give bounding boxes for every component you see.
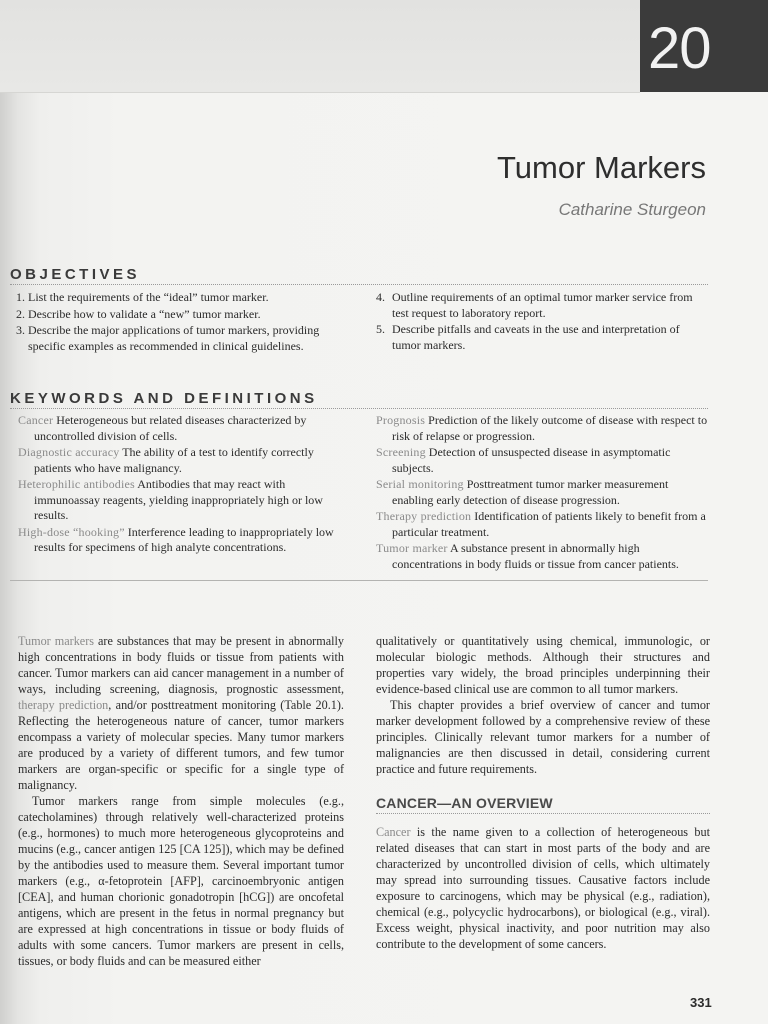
objective-item: [16, 290, 341, 306]
keyword-definition: A substance present in abnormally high concentrations in body fluids or tissue from cancer patients.: [392, 541, 679, 571]
chapter-author: Catharine Sturgeon: [558, 200, 706, 219]
body-paragraph: [18, 633, 344, 793]
objective-text: Describe how to validate a “new” tumor marker.: [28, 306, 261, 321]
keyword-entry: [376, 509, 710, 540]
keyword-definition: Detection of unsuspected disease in asymptomatic subjects.: [392, 445, 671, 475]
keyword-entry: [376, 413, 710, 444]
body-paragraph: qualitatively or quantitatively using chemical, immunologic, or molecular biologic methods. Although their structures and properties vary widely, the broad principles underpinning their evidence-based clinical use are common to all tumor markers.: [376, 634, 710, 696]
objective-number: 1.: [16, 290, 25, 304]
objectives-heading: OBJECTIVES: [10, 266, 141, 283]
objectives-divider: [10, 284, 708, 285]
highlighted-term: Tumor markers: [18, 634, 94, 648]
paragraph-text: are substances that may be present in abnormally high concentrations in body fluids or tissue from patients with cancer. Tumor markers can aid cancer management in a number of ways, including screening, diagnosis, prognostic assessment,: [18, 634, 344, 696]
keyword-entry: [376, 541, 710, 572]
objective-text: List the requirements of the “ideal” tumor marker.: [28, 290, 269, 304]
keyword-term: Screening: [376, 445, 426, 459]
keyword-entry: [18, 445, 342, 476]
keyword-definition: Identification of patients likely to benefit from a particular treatment.: [392, 509, 706, 539]
keywords-bottom-rule: [10, 580, 708, 581]
section-heading-cancer-overview: CANCER—AN OVERVIEW: [376, 795, 710, 814]
objectives-left-column: [16, 290, 341, 355]
objective-text: Describe pitfalls and caveats in the use and interpretation of tumor markers.: [392, 322, 680, 352]
keyword-entry: [18, 525, 342, 556]
chapter-header-band: [0, 0, 640, 93]
keyword-definition: Heterogeneous but related diseases characterized by uncontrolled division of cells.: [34, 413, 307, 443]
keywords-divider: [10, 408, 708, 409]
keyword-term: Cancer: [18, 413, 54, 427]
objective-number: 3.: [16, 323, 25, 337]
objective-number: 2.: [16, 306, 25, 321]
objectives-right-column: [376, 290, 708, 354]
objective-item: [16, 323, 341, 354]
keywords-heading: KEYWORDS AND DEFINITIONS: [10, 390, 318, 407]
keyword-entry: [376, 445, 710, 476]
keyword-entry: [18, 413, 342, 444]
keyword-term: Serial monitoring: [376, 477, 464, 491]
keyword-definition: Interference leading to inappropriately low results for specimens of high analyte concentrations.: [34, 524, 334, 554]
objective-item: [16, 307, 341, 323]
chapter-number: 20: [648, 16, 711, 81]
objective-text: Describe the major applications of tumor markers, providing specific examples as recommended in clinical guidelines.: [28, 323, 320, 353]
body-paragraph: [376, 824, 710, 952]
keyword-definition: Posttreatment tumor marker measurement enabling early detection of disease progression.: [392, 477, 669, 507]
body-paragraph: This chapter provides a brief overview of cancer and tumor marker development followed by a comprehensive review of these principles. Clinically relevant tumor markers for a number of malignancies are then discussed in detail, considering current practice and future requirements.: [376, 698, 710, 776]
highlighted-term: therapy prediction: [18, 698, 109, 712]
highlighted-term: Cancer: [376, 825, 411, 839]
keyword-entry: [376, 477, 710, 508]
objective-number: 4.: [376, 290, 385, 304]
keyword-definition: Antibodies that may react with immunoassay reagents, yielding inappropriately high or low results.: [34, 477, 323, 522]
keywords-left-column: [18, 413, 342, 557]
paragraph-text: , and/or posttreatment monitoring (Table 20.1). Reflecting the heterogeneous nature of cancer, tumor markers encompass a variety of molecular species. Many tumor markers are produced by a variety of different tumors, and few tumor markers are organ-specific or specific for a single type of malignancy.: [18, 698, 344, 792]
body-paragraph: Tumor markers range from simple molecules (e.g., catecholamines) through relatively well-characterized proteins (e.g., hormones) to much more heterogeneous glycoproteins and mucins (e.g., cancer antigen 125 [CA 125]), which may be defined by the antibodies used to measure them. Several important tumor markers (e.g., α-fetoprotein [AFP], carcinoembryonic antigen [CEA], and human chorionic gonadotropin [hCG]) are oncofetal antigens, which are present in the fetus in normal pregnancy but are expressed at high concentrations in tissue or body fluids of adults with some cancers. Tumor markers are present in cells, tissues, or body fluids and can be measured either: [18, 794, 344, 968]
objective-text: Outline requirements of an optimal tumor marker service from test request to laboratory report.: [392, 290, 693, 320]
keyword-term: Therapy prediction: [376, 509, 472, 523]
keyword-entry: [18, 477, 342, 524]
keyword-term: Prognosis: [376, 413, 426, 427]
keyword-term: Tumor marker: [376, 541, 448, 555]
body-left-column: [18, 633, 344, 969]
objective-number: 5.: [376, 322, 385, 336]
keyword-definition: Prediction of the likely outcome of disease with respect to risk of relapse or progression.: [392, 413, 708, 443]
objective-item: [376, 322, 708, 353]
page-number: 331: [690, 995, 712, 1010]
keyword-definition: The ability of a test to identify correctly patients who have malignancy.: [34, 445, 314, 475]
keyword-term: Heterophilic antibodies: [18, 477, 135, 491]
keyword-term: High-dose “hooking”: [18, 524, 125, 539]
paragraph-text: is the name given to a collection of heterogeneous but related diseases that can start in most parts of the body and are characterized by uncontrolled division of cells, which ultimately may spread into surrounding tissues. Causative factors include exposure to carcinogens, which may be physical (e.g., radiation), chemical (e.g., polycyclic hydrocarbons), or biological (e.g., viral). Excess weight, physical inactivity, and poor nutrition may also contribute to the development of some cancers.: [376, 825, 710, 951]
body-right-column: [376, 633, 710, 952]
keyword-term: Diagnostic accuracy: [18, 445, 120, 459]
chapter-title: Tumor Markers: [497, 150, 706, 185]
keywords-right-column: [376, 413, 710, 573]
objective-item: [376, 290, 708, 321]
